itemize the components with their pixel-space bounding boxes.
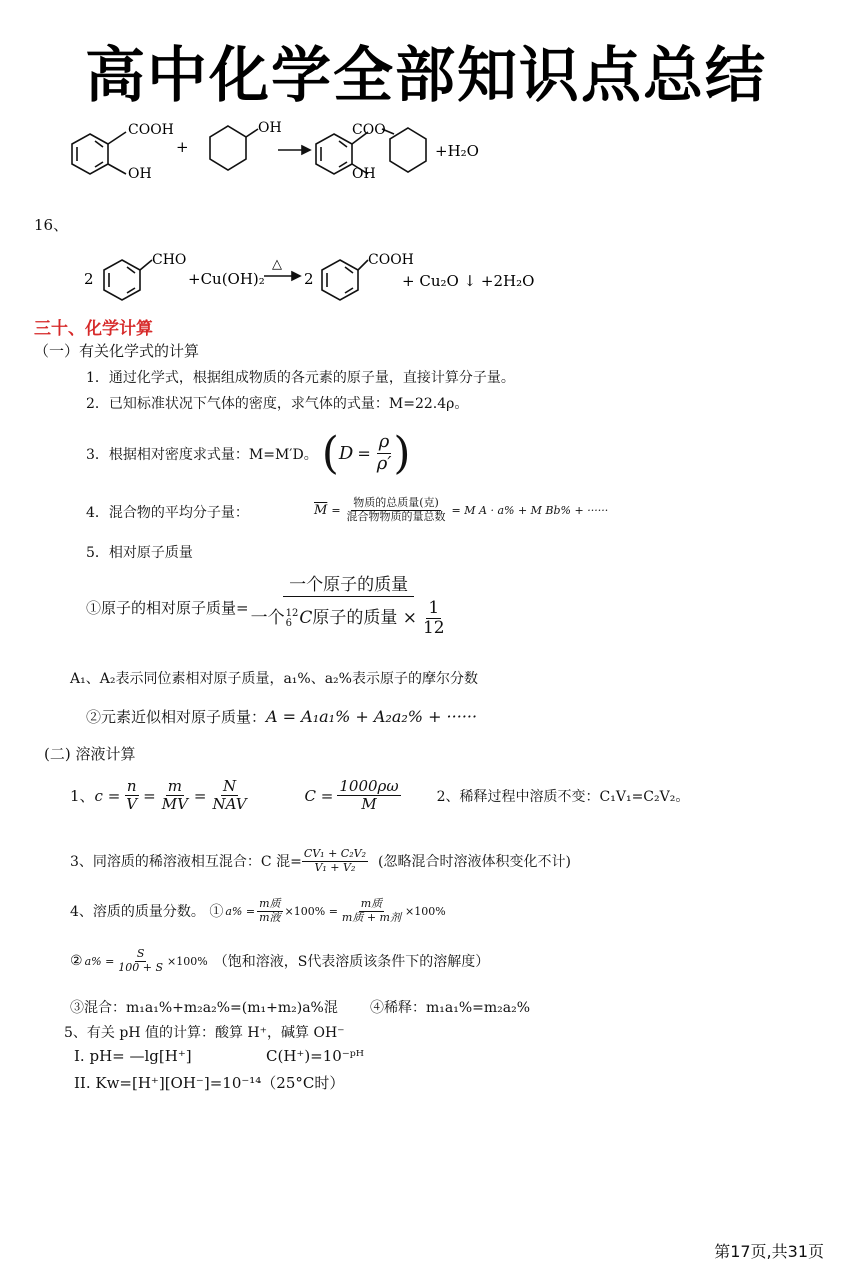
solubility-fraction — [116, 948, 165, 974]
line-5c — [86, 706, 477, 727]
relative-atomic-mass-formula — [86, 576, 449, 639]
mixing-fraction — [302, 848, 368, 874]
frac-2 — [340, 898, 403, 924]
average-mass-rhs: = M A · a% + M Bb% + ······ — [451, 503, 609, 517]
isotope-mass: 12 — [285, 607, 299, 619]
density-fraction — [375, 432, 394, 474]
ph-heading: 5、有关 pH 值的计算：酸算 H⁺，碱算 OH⁻ — [64, 1025, 345, 1041]
one-twelfth — [421, 599, 447, 639]
eq-sign-2: = — [331, 503, 341, 517]
line-1: 1．通过化学式，根据组成物质的各元素的原子量，直接计算分子量。 — [86, 370, 515, 386]
s4-n2: m质 — [360, 897, 383, 910]
group-cho: CHO — [152, 252, 187, 268]
one: 1 — [428, 597, 440, 618]
heat-condition: △ — [272, 257, 282, 272]
m-over-mv — [160, 778, 190, 814]
s4b-note: （饱和溶液，S代表溶质该条件下的溶解度） — [213, 954, 490, 971]
products-tail: + Cu₂O ↓ +2H₂O — [402, 272, 535, 290]
den-prefix: 一个 — [250, 607, 285, 628]
d-variable: D — [338, 443, 354, 464]
s4-d1: m液 — [259, 910, 281, 924]
subsection-2: (二) 溶液计算 — [44, 745, 136, 763]
group-oh-cyclohexanol: OH — [258, 120, 282, 136]
nav: NAV — [212, 795, 247, 814]
ph-formula-2: C(H⁺)=10⁻ᵖᴴ — [266, 1047, 364, 1065]
plus-sign: + — [176, 138, 189, 156]
group-oh: OH — [128, 166, 152, 182]
relative-mass-numerator: 一个原子的质量 — [283, 576, 414, 597]
num2: 1000ρω — [339, 777, 399, 795]
dilution-rule: 2、稀释过程中溶质不变：C₁V₁=C₂V₂。 — [436, 788, 690, 805]
section-heading-30: 三十、化学计算 — [34, 319, 153, 339]
mul-1: ×100% = — [284, 904, 338, 918]
s4b-den: 100 + S — [118, 960, 164, 974]
line-2: 2．已知标准状况下气体的密度，求气体的式量：M=22.4ρ。 — [86, 396, 469, 412]
group-coo: COO — [352, 122, 386, 138]
den2: M — [361, 795, 377, 814]
paren-right: ) — [393, 428, 411, 479]
isotope-marks — [286, 609, 299, 629]
dilution-mass-rule: ④稀释：m₁a₁%=m₂a₂% — [370, 1000, 531, 1016]
s4b-mark: ② — [70, 953, 83, 970]
line-5b: A₁、A₂表示同位素相对原子质量，a₁%、a₂%表示原子的摩尔分数 — [70, 671, 478, 687]
coefficient-1: 2 — [84, 270, 94, 288]
v: V — [126, 795, 138, 814]
line-3-text: 3．根据相对密度求式量：M=M′D。 — [86, 446, 318, 463]
C-eq: C = — [304, 786, 334, 805]
coefficient-2: 2 — [304, 270, 314, 288]
relative-mass-fraction — [249, 576, 449, 639]
average-mass-denominator: 混合物物质的量总数 — [346, 509, 446, 523]
esterification-reaction — [60, 112, 520, 192]
line-5a-text: ①原子的相对原子质量= — [86, 598, 249, 617]
cyclohexane-ring-2 — [390, 128, 426, 172]
n: n — [126, 777, 137, 795]
item-16-label: 16、 — [34, 216, 69, 234]
line-4-text: 4．混合物的平均分子量： — [86, 505, 249, 521]
page-number: 第17页,共31页 — [714, 1242, 824, 1261]
ph-formula-1: I. pH= —lg[H⁺] — [74, 1047, 192, 1065]
cyclohexane-ring-1 — [210, 126, 246, 170]
mv: MV — [161, 795, 188, 814]
mul-2: ×100% — [405, 904, 446, 918]
eq-b: = — [193, 786, 207, 805]
n-over-v — [124, 778, 139, 814]
line-5: 5．相对原子质量 — [86, 545, 193, 561]
line-3 — [86, 428, 411, 479]
density-numerator: ρ — [378, 431, 390, 453]
s3-den: V₁ + V₂ — [314, 860, 356, 874]
m: m — [167, 777, 182, 795]
group-oh-product: OH — [352, 166, 376, 182]
n-over-nav — [211, 778, 249, 814]
aldehyde-oxidation-reaction — [78, 246, 538, 304]
m-bar: $\overline{M}$ — [314, 502, 328, 518]
average-mass-numerator: 物质的总质量(克) — [353, 496, 439, 509]
isotope-number: 6 — [285, 617, 292, 629]
s4-text: 4、溶质的质量分数。 ① — [70, 904, 224, 921]
s3-num: CV₁ + C₂V₂ — [303, 847, 366, 860]
den-suffix: 原子的质量 × — [312, 607, 417, 628]
c-eq: c = — [94, 786, 121, 805]
s4b-mul: ×100% — [167, 954, 208, 968]
average-mass-formula — [314, 497, 608, 523]
water-product: +H₂O — [435, 142, 479, 160]
saturated-solution-formula — [70, 948, 489, 974]
kw-formula: II. Kw=[H⁺][OH⁻]=10⁻¹⁴（25°C时） — [74, 1074, 345, 1092]
line-5c-text: ②元素近似相对原子质量： — [86, 708, 267, 726]
eq-a: = — [143, 786, 156, 805]
carbon-symbol: C — [299, 607, 313, 628]
density-denominator: ρ′ — [376, 453, 392, 474]
relative-mass-denominator — [249, 597, 449, 639]
reagent-cu-oh: +Cu(OH)₂ — [188, 270, 265, 288]
frac-1 — [257, 898, 282, 924]
mixing-formula — [70, 848, 571, 874]
mass-fraction-formula — [70, 898, 446, 924]
page-title: 高中化学全部知识点总结 — [85, 41, 767, 111]
s3-text: 3、同溶质的稀溶液相互混合：C 混= — [70, 854, 302, 871]
s4b-num: S — [136, 947, 145, 960]
subsection-1: （一）有关化学式的计算 — [34, 342, 200, 360]
average-mass-fraction — [345, 497, 448, 523]
N: N — [222, 777, 237, 795]
s3-note: (忽略混合时溶液体积变化不计) — [377, 854, 571, 871]
mass-concentration-fraction — [337, 778, 400, 814]
a-eq-2: a% = — [84, 954, 115, 968]
group-cooh: COOH — [128, 122, 174, 138]
s1-label: 1、 — [70, 787, 95, 806]
paren-left: ( — [321, 428, 339, 479]
twelve: 12 — [422, 618, 445, 639]
s4-d2: m质 + m剂 — [341, 910, 401, 924]
mixing-rule: ③混合：m₁a₁%+m₂a₂%=(m₁+m₂)a%混 — [70, 1000, 338, 1016]
concentration-formulas — [70, 778, 689, 814]
group-cooh-2: COOH — [368, 252, 414, 268]
average-element-mass-formula: A = A₁a₁% + A₂a₂% + ······ — [266, 707, 478, 726]
a-eq: a% = — [225, 904, 256, 918]
eq-sign: = — [357, 444, 371, 463]
s4-n1: m质 — [259, 897, 281, 910]
